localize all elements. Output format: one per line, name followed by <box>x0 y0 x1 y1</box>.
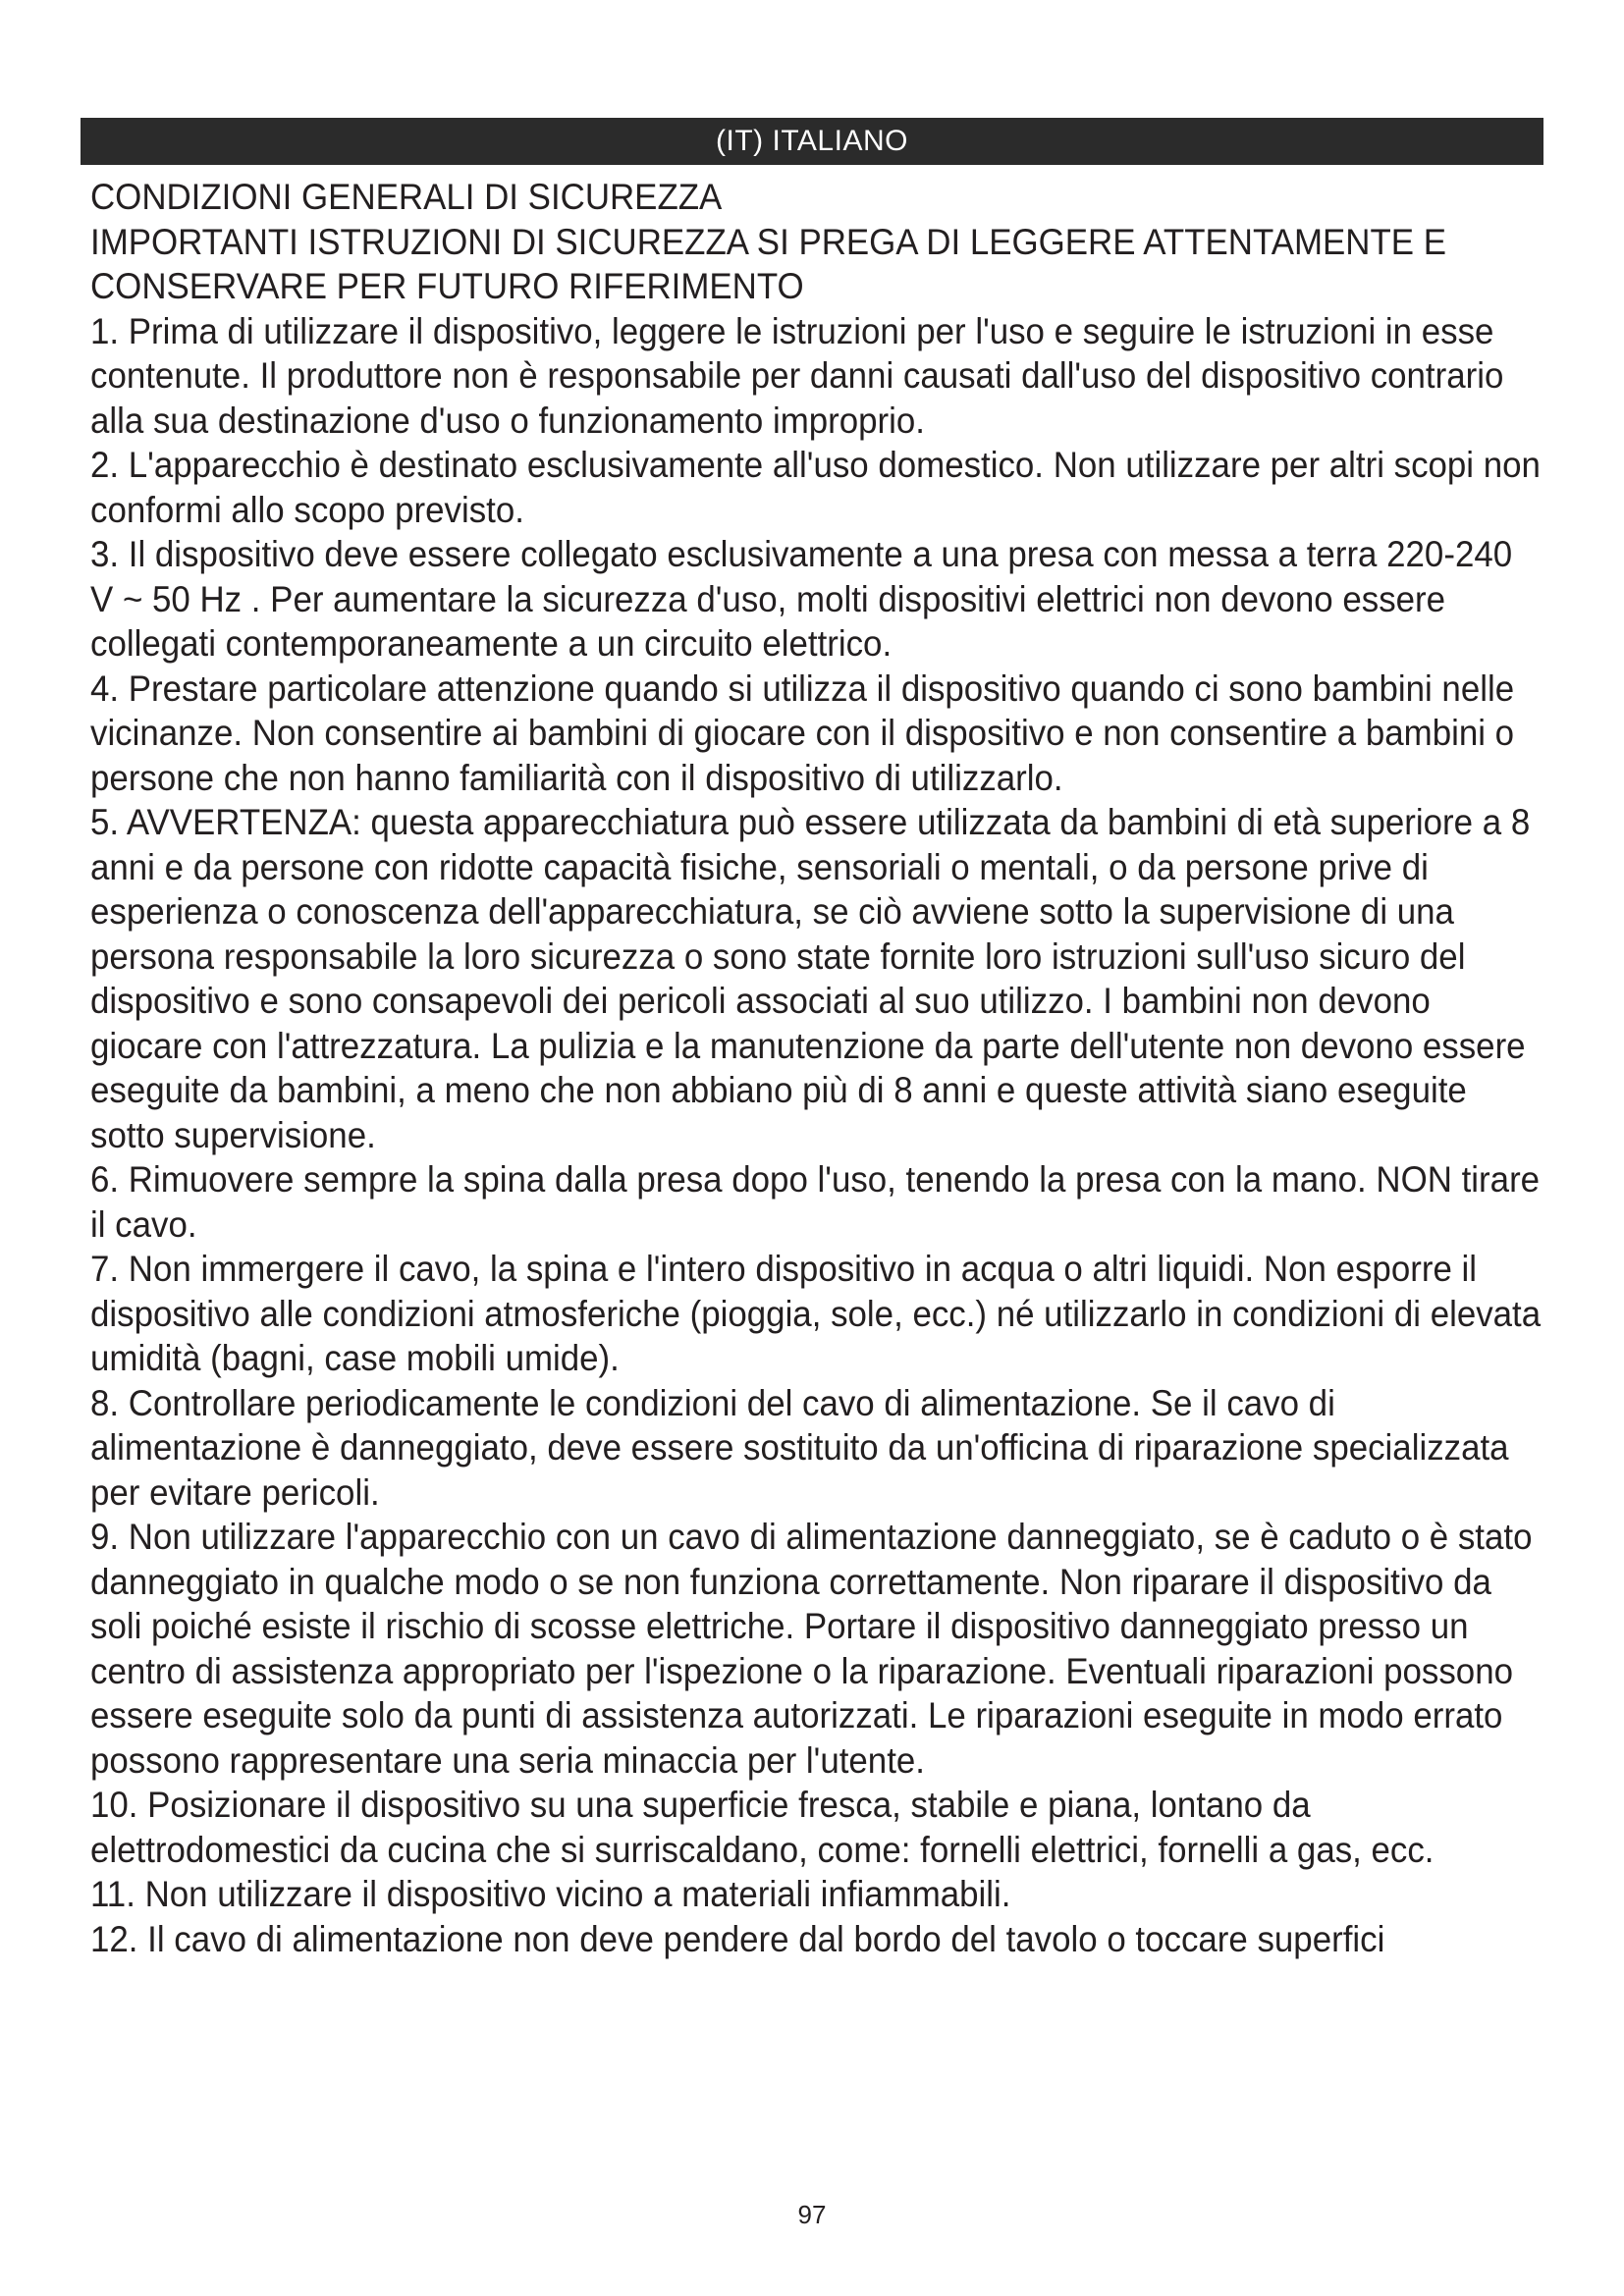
language-header-bar: (IT) ITALIANO <box>81 118 1543 165</box>
instruction-item-8: 8. Controllare periodicamente le condizioni del cavo di alimentazione. Se il cavo di alimentazione è danneggiato, deve essere sostituito da un'officina di riparazione specializzata per evitare pericoli. <box>90 1381 1509 1513</box>
page-number: 97 <box>797 2200 827 2229</box>
instruction-item-2: 2. L'apparecchio è destinato esclusivamente all'uso domestico. Non utilizzare per altri scopi non conformi allo scopo previsto. <box>90 444 1541 530</box>
section-title: CONDIZIONI GENERALI DI SICUREZZA <box>90 176 723 217</box>
instruction-item-5: 5. AVVERTENZA: questa apparecchiatura può essere utilizzata da bambini di età superiore a 8 anni e da persone con ridotte capacità fisiche, sensoriali o mentali, o da persone prive di esperienza o conoscenza dell'apparecchiatura, se ciò avviene sotto la supervisione di una persona responsabile la loro sicurezza o sono state fornite loro istruzioni sull'uso sicuro del dispositivo e sono consapevoli dei pericoli associati al suo utilizzo. I bambini non devono giocare con l'attrezzatura. La pulizia e la manutenzione da parte dell'utente non devono essere eseguite da bambini, a meno che non abbiano più di 8 anni e queste attività siano eseguite sotto supervisione. <box>90 801 1531 1155</box>
instruction-item-3: 3. Il dispositivo deve essere collegato esclusivamente a una presa con messa a terra 220-240 V ~ 50 Hz . Per aumentare la sicurezza d'uso, molti dispositivi elettrici non devono essere collegati contemporaneamente a un circuito elettrico. <box>90 533 1513 664</box>
safety-instructions <box>90 175 1543 1961</box>
instruction-item-11: 11. Non utilizzare il dispositivo vicino a materiali infiammabili. <box>90 1873 1011 1914</box>
instruction-item-1: 1. Prima di utilizzare il dispositivo, leggere le istruzioni per l'uso e seguire le istruzioni in esse contenute. Il produttore non è responsabile per danni causati dall'uso del dispositivo contrario alla sua destinazione d'uso o funzionamento improprio. <box>90 309 1504 441</box>
instruction-item-4: 4. Prestare particolare attenzione quando si utilizza il dispositivo quando ci sono bambini nelle vicinanze. Non consentire ai bambini di giocare con il dispositivo e non consentire a bambini o persone che non hanno familiarità con il dispositivo di utilizzarlo. <box>90 667 1515 798</box>
instruction-item-12: 12. Il cavo di alimentazione non deve pendere dal bordo del tavolo o toccare superfici <box>90 1917 1385 1959</box>
instruction-item-10: 10. Posizionare il dispositivo su una superficie fresca, stabile e piana, lontano da elettrodomestici da cucina che si surriscaldano, come: fornelli elettrici, fornelli a gas, ecc. <box>90 1784 1435 1870</box>
instruction-item-9: 9. Non utilizzare l'apparecchio con un cavo di alimentazione danneggiato, se è caduto o è stato danneggiato in qualche modo o se non funziona correttamente. Non riparare il dispositivo da soli poiché esiste il rischio di scosse elettriche. Portare il dispositivo danneggiato presso un centro di assistenza appropriato per l'ispezione o la riparazione. Eventuali riparazioni possono essere eseguite solo da punti di assistenza autorizzati. Le riparazioni eseguite in modo errato possono rappresentare una seria minaccia per l'utente. <box>90 1516 1533 1781</box>
instruction-item-7: 7. Non immergere il cavo, la spina e l'intero dispositivo in acqua o altri liquidi. Non esporre il dispositivo alle condizioni atmosferiche (pioggia, sole, ecc.) né utilizzarlo in condizioni di elevata umidità (bagni, case mobili umide). <box>90 1248 1542 1378</box>
section-subtitle: IMPORTANTI ISTRUZIONI DI SICUREZZA SI PREGA DI LEGGERE ATTENTAMENTE E CONSERVARE PER FUTURO RIFERIMENTO <box>90 220 1446 306</box>
instruction-item-6: 6. Rimuovere sempre la spina dalla presa dopo l'uso, tenendo la presa con la mano. NON tirare il cavo. <box>90 1158 1541 1245</box>
